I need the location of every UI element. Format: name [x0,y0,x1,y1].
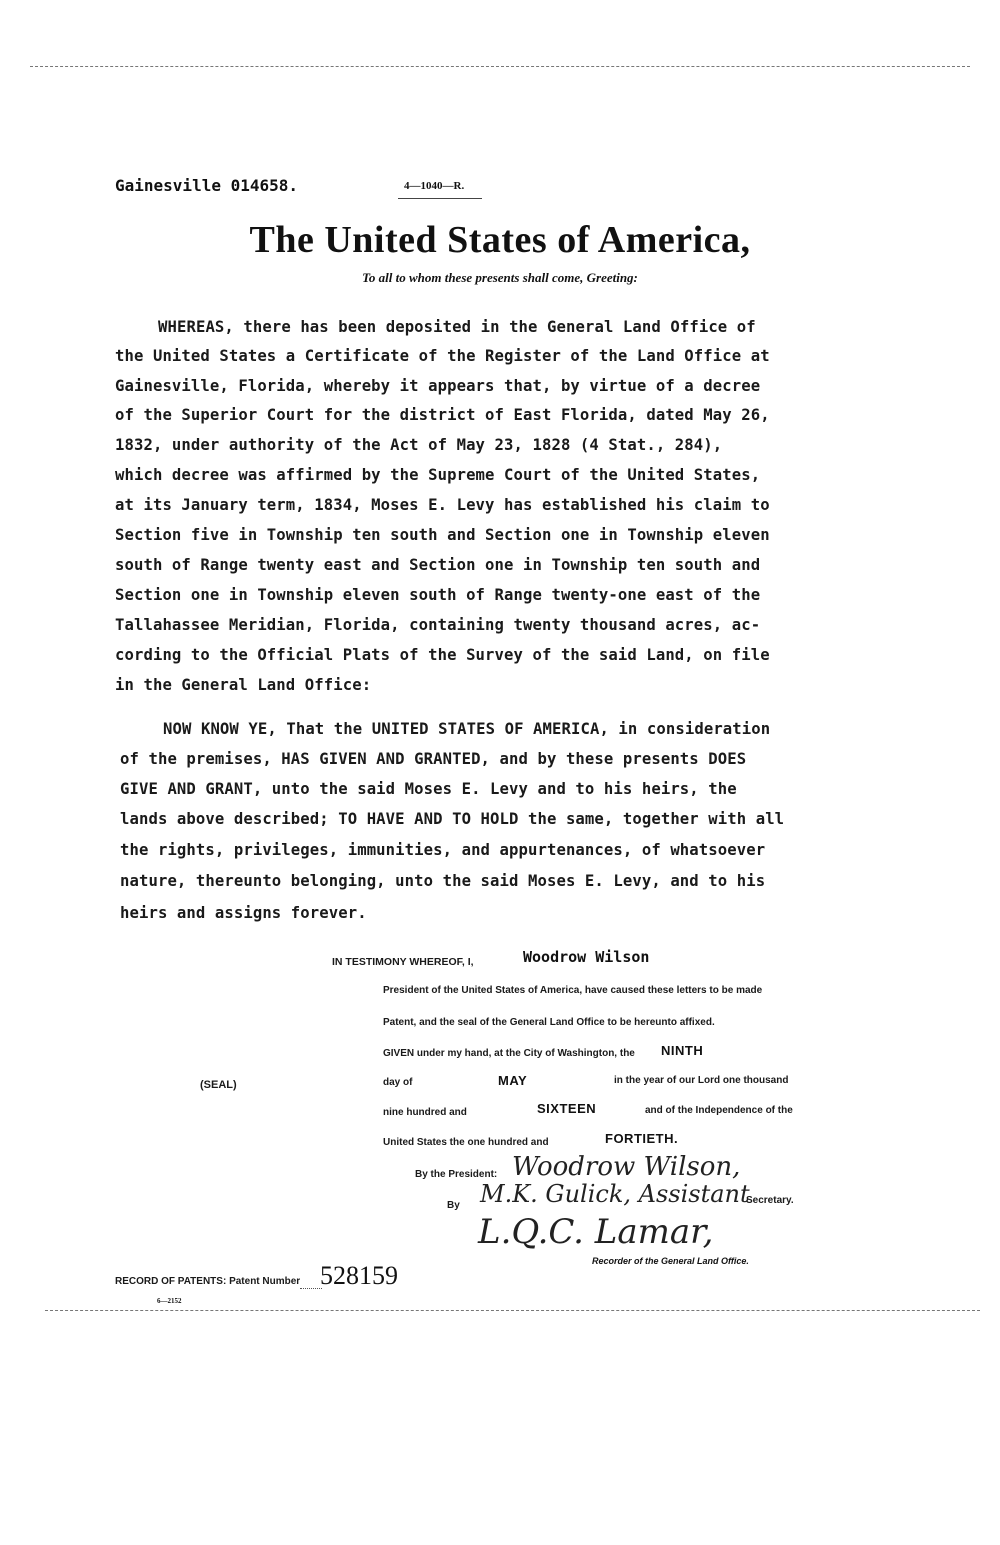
paragraph2-line: nature, thereunto belonging, unto the said Moses E. Levy, and to his [120,872,766,890]
united-states-label: United States the one hundred and [383,1137,549,1148]
independence-year: FORTIETH. [605,1131,679,1146]
year: SIXTEEN [537,1101,597,1116]
record-label: RECORD OF PATENTS: Patent Number [115,1276,301,1287]
paragraph2-line: NOW KNOW YE, That the UNITED STATES OF AMERICA, in consideration [163,720,771,738]
secretary-label: Secretary. [746,1195,794,1206]
secretary-signature: M.K. Gulick, Assistant [480,1180,750,1208]
independence-label: and of the Independence of the [645,1105,793,1116]
testimony-intro: IN TESTIMONY WHEREOF, I, [332,956,474,968]
paragraph1-line: 1832, under authority of the Act of May 23, 1828 (4 Stat., 284), [115,436,723,454]
paragraph1-line: cording to the Official Plats of the Survey of the said Land, on file [115,646,770,664]
file-number: Gainesville 014658. [115,176,299,195]
president-name: Woodrow Wilson [523,948,650,966]
patent-number: 528159 [320,1261,398,1290]
given-line: GIVEN under my hand, at the City of Washington, the [383,1048,635,1059]
paragraph1-line: Section one in Township eleven south of Range twenty-one east of the [115,586,761,604]
paragraph1-line: Tallahassee Meridian, Florida, containing twenty thousand acres, ac- [115,616,761,634]
form-code: 6—2152 [157,1297,182,1305]
bottom-rule [45,1310,980,1311]
paragraph1-line: in the General Land Office: [115,676,372,694]
patent-number-leader [300,1288,322,1289]
greeting: To all to whom these presents shall come, Greeting: [362,270,638,285]
paragraph1-line: of the Superior Court for the district of East Florida, dated May 26, [115,406,770,424]
testimony-line1: President of the United States of America, have caused these letters to be made [383,985,763,996]
president-signature: Woodrow Wilson, [512,1152,741,1182]
recorder-signature: L.Q.C. Lamar, [478,1212,714,1252]
nine-hundred-label: nine hundred and [383,1107,467,1118]
paragraph1-line: Section five in Township ten south and Section one in Township eleven [115,526,770,544]
paragraph2-line: lands above described; TO HAVE AND TO HOLD the same, together with all [120,810,785,828]
day-of-label: day of [383,1077,413,1088]
paragraph2-line: the rights, privileges, immunities, and appurtenances, of whatsoever [120,841,766,859]
day-ordinal: NINTH [661,1043,704,1058]
paragraph1-line: at its January term, 1834, Moses E. Levy has established his claim to [115,496,770,514]
paragraph1-line: which decree was affirmed by the Supreme Court of the United States, [115,466,761,484]
paragraph1-line: the United States a Certificate of the Register of the Land Office at [115,347,770,365]
form-number-underline [398,198,482,199]
year-of-lord: in the year of our Lord one thousand [614,1075,789,1086]
paragraph1-line: south of Range twenty east and Section one in Township ten south and [115,556,761,574]
seal-label: (SEAL) [200,1079,237,1091]
paragraph2-line: GIVE AND GRANT, unto the said Moses E. Levy and to his heirs, the [120,780,737,798]
by-label: By [447,1200,460,1211]
top-rule [30,66,970,67]
paragraph2-line: heirs and assigns forever. [120,904,367,922]
paragraph1-line: WHEREAS, there has been deposited in the General Land Office of [158,318,756,336]
paragraph1-line: Gainesville, Florida, whereby it appears that, by virtue of a decree [115,377,761,395]
testimony-line2: Patent, and the seal of the General Land Office to be hereunto affixed. [383,1017,715,1028]
month: MAY [498,1073,528,1088]
form-number: 4—1040—R. [404,180,465,192]
by-president-label: By the President: [415,1169,498,1180]
document-title: The United States of America, [249,219,751,261]
recorder-label: Recorder of the General Land Office. [592,1256,749,1266]
paragraph2-line: of the premises, HAS GIVEN AND GRANTED, and by these presents DOES [120,750,747,768]
